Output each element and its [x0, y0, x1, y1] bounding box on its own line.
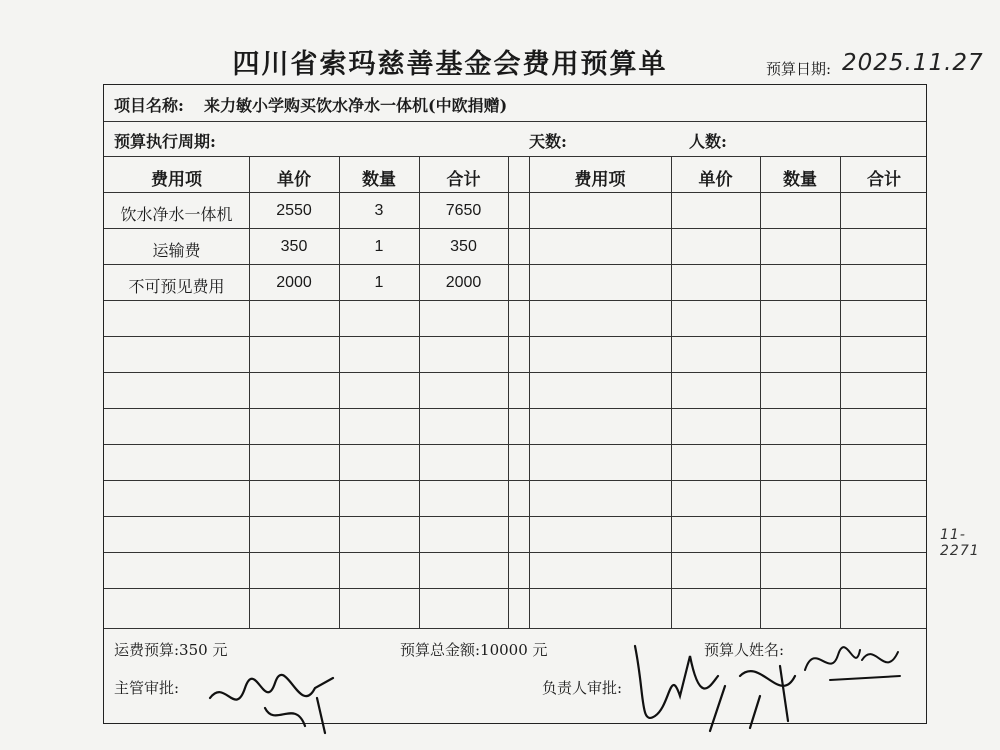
total-budget: 预算总金额:10000 元	[400, 641, 548, 659]
preparer-label: 预算人姓名:	[704, 641, 785, 659]
supervisor-signature	[205, 668, 345, 738]
preparer-signature	[800, 630, 910, 690]
supervisor-approval-label: 主管审批:	[114, 679, 180, 697]
freight-budget: 运费预算:350 元	[114, 641, 228, 659]
header-qty-right: 数量	[783, 170, 817, 190]
responsible-approval-label: 负责人审批:	[542, 679, 623, 697]
table-cell-price: 350	[280, 238, 308, 255]
table-cell-qty: 3	[374, 202, 384, 219]
project-name-value: 来力敏小学购买饮水净水一体机(中欧捐赠)	[204, 96, 508, 115]
days-label: 天数:	[529, 132, 567, 151]
header-item-right: 费用项	[574, 170, 626, 190]
header-total-right: 合计	[867, 170, 901, 190]
table-cell-total: 7650	[445, 202, 482, 219]
table-cell-price: 2000	[276, 274, 312, 291]
table-cell-item: 饮水净水一体机	[120, 205, 233, 224]
table-cell-item: 不可预见费用	[128, 277, 225, 296]
document-title: 四川省索玛慈善基金会费用预算单	[232, 49, 668, 80]
header-price-left: 单价	[277, 170, 311, 190]
table-cell-total: 2000	[445, 274, 482, 291]
date-label: 预算日期:	[766, 60, 832, 78]
table-cell-item: 运输费	[152, 241, 201, 260]
table-cell-qty: 1	[374, 238, 384, 255]
table-cell-price: 2550	[276, 202, 312, 219]
table-cell-total: 350	[450, 238, 477, 255]
date-value: 2025.11.27	[842, 50, 984, 76]
budget-table-frame	[103, 84, 927, 724]
header-qty-left: 数量	[362, 170, 396, 190]
period-label: 预算执行周期:	[114, 132, 216, 151]
header-total-left: 合计	[446, 170, 481, 190]
project-name-label: 项目名称:	[114, 96, 184, 115]
side-handwritten-note: 11-2271	[940, 527, 980, 559]
header-item-left: 费用项	[151, 170, 202, 190]
header-price-right: 单价	[698, 170, 733, 190]
responsible-signature	[630, 636, 810, 736]
table-cell-qty: 1	[374, 274, 384, 291]
people-label: 人数:	[689, 132, 727, 151]
